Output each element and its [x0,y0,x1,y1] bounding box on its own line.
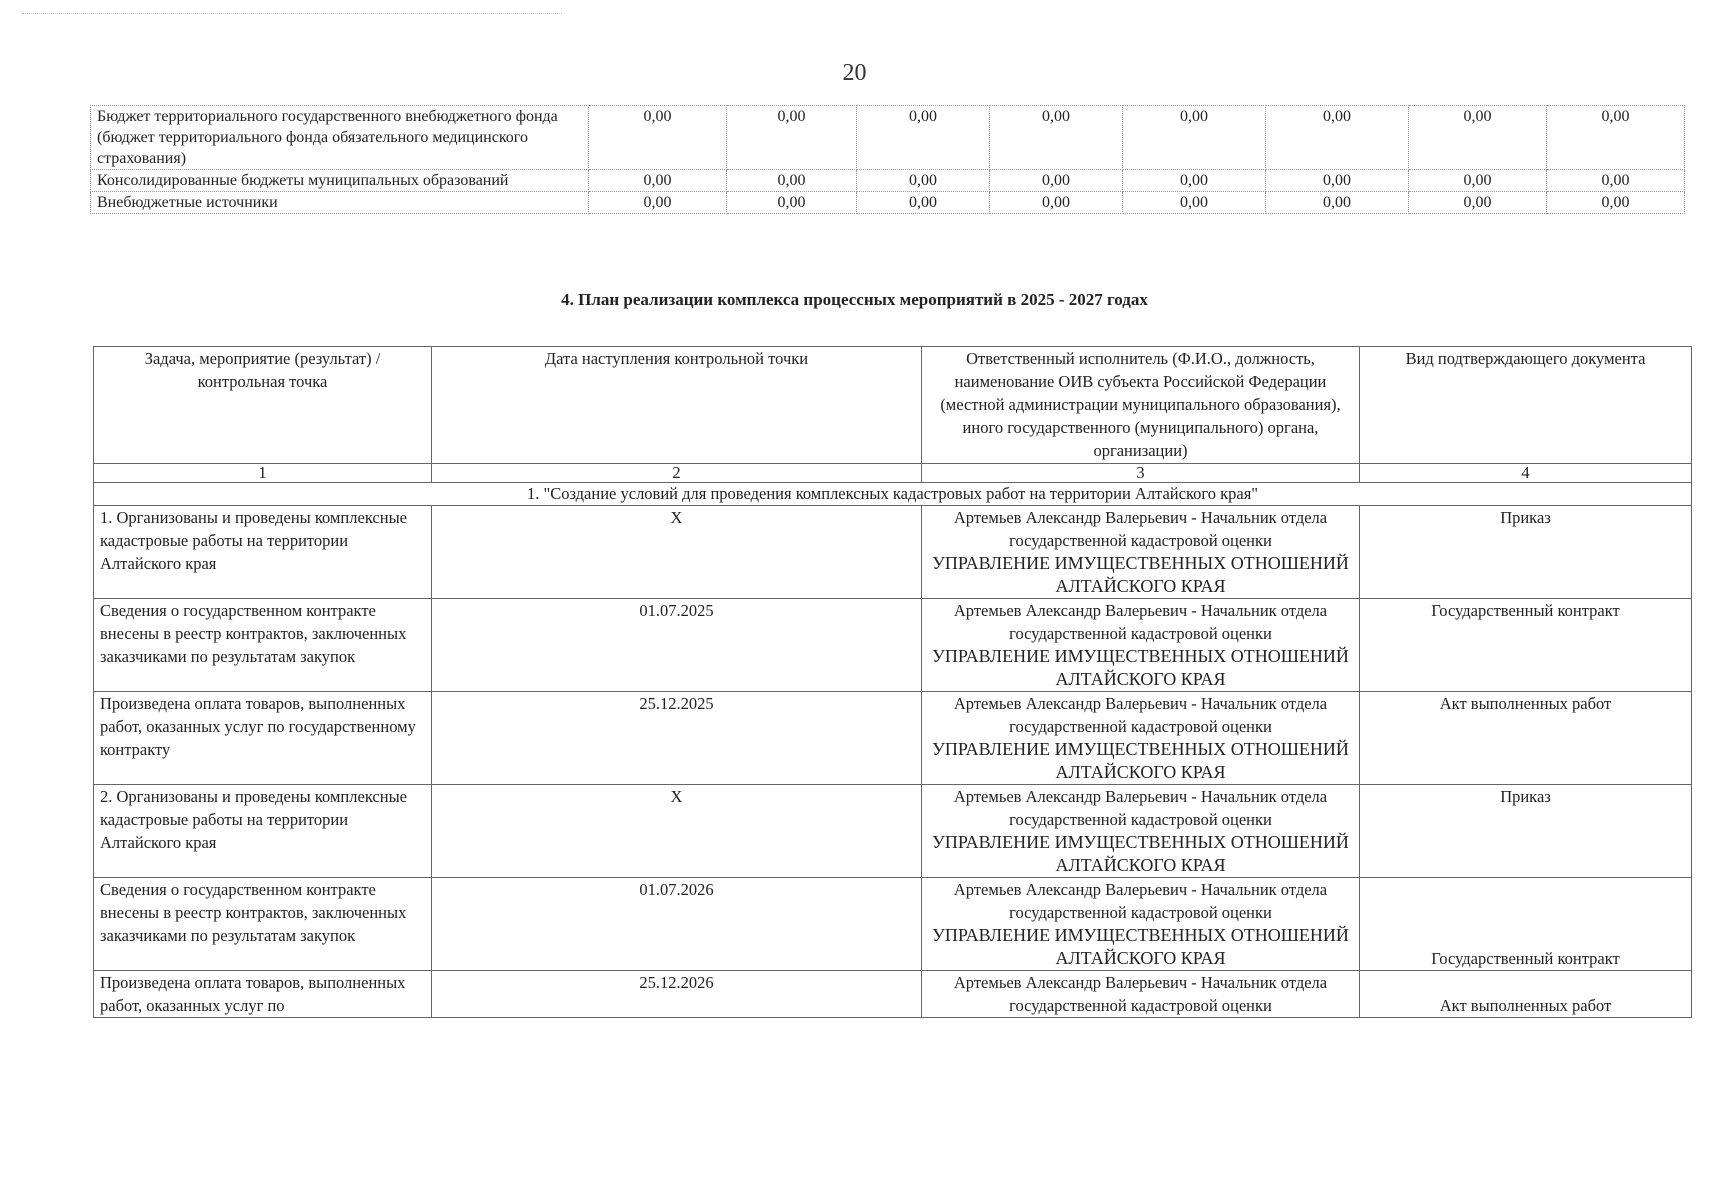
funding-value: 0,00 [1409,170,1547,192]
date-cell: 01.07.2026 [432,878,922,971]
funding-value: 0,00 [1123,170,1266,192]
funding-value: 0,00 [1409,106,1547,170]
funding-value: 0,00 [857,192,990,214]
funding-value: 0,00 [1409,192,1547,214]
plan-group-row [94,483,1692,506]
index-cell: 3 [922,464,1360,483]
task-cell: 2. Организованы и проведены комплексные кадастровые работы на территории Алтайского края [94,785,432,878]
executor-cell [922,506,1360,599]
executor-cell [922,971,1360,1018]
executor-name: Артемьев Александр Валерьевич - Начальник отдела государственной кадастровой оценки [953,601,1328,643]
plan-row [94,692,1692,785]
plan-index-row [94,464,1692,483]
funding-row-label: Консолидированные бюджеты муниципальных образований [91,170,589,192]
executor-name: Артемьев Александр Валерьевич - Начальник отдела государственной кадастровой оценки [953,880,1328,922]
executor-name: Артемьев Александр Валерьевич - Начальник отдела государственной кадастровой оценки [953,973,1328,1015]
funding-value: 0,00 [990,192,1123,214]
funding-value: 0,00 [990,106,1123,170]
document-cell: Акт выполненных работ [1360,971,1692,1018]
executor-cell [922,692,1360,785]
funding-row [91,192,1685,214]
executor-cell [922,599,1360,692]
date-cell: X [432,506,922,599]
funding-value: 0,00 [1547,192,1685,214]
task-cell: 1. Организованы и проведены комплексные кадастровые работы на территории Алтайского края [94,506,432,599]
header-executor: Ответственный исполнитель (Ф.И.О., должность, наименование ОИВ субъекта Российской Федерации (местной администрации муниципального образования), иного государственного (муниципального) органа, организации) [922,347,1360,464]
date-cell: 01.07.2025 [432,599,922,692]
document-cell: Акт выполненных работ [1360,692,1692,785]
task-cell: Произведена оплата товаров, выполненных работ, оказанных услуг по государственному контракту [94,692,432,785]
document-cell: Государственный контракт [1360,599,1692,692]
task-cell: Сведения о государственном контракте внесены в реестр контрактов, заключенных заказчиками по результатам закупок [94,878,432,971]
document-cell: Приказ [1360,785,1692,878]
index-cell: 2 [432,464,922,483]
header-document: Вид подтверждающего документа [1360,347,1692,464]
header-date: Дата наступления контрольной точки [432,347,922,464]
funding-value: 0,00 [589,106,727,170]
funding-value: 0,00 [857,106,990,170]
executor-cell [922,878,1360,971]
date-cell: X [432,785,922,878]
executor-department: УПРАВЛЕНИЕ ИМУЩЕСТВЕННЫХ ОТНОШЕНИЙ АЛТАЙСКОГО КРАЯ [932,925,1349,968]
index-cell: 1 [94,464,432,483]
funding-value: 0,00 [1266,106,1409,170]
page-number: 20 [842,60,867,86]
funding-value: 0,00 [1123,106,1266,170]
funding-value: 0,00 [727,170,857,192]
funding-row-label: Внебюджетные источники [91,192,589,214]
task-cell: Произведена оплата товаров, выполненных работ, оказанных услуг по [94,971,432,1018]
plan-row [94,785,1692,878]
document-cell: Приказ [1360,506,1692,599]
group-title: 1. "Создание условий для проведения комплексных кадастровых работ на территории Алтайского края" [94,483,1692,506]
plan-header-row [94,347,1692,464]
funding-row [91,106,1685,170]
executor-department: УПРАВЛЕНИЕ ИМУЩЕСТВЕННЫХ ОТНОШЕНИЙ АЛТАЙСКОГО КРАЯ [932,646,1349,689]
funding-value: 0,00 [1266,192,1409,214]
funding-value: 0,00 [1266,170,1409,192]
funding-value: 0,00 [589,192,727,214]
plan-row [94,599,1692,692]
date-cell: 25.12.2026 [432,971,922,1018]
funding-value: 0,00 [1547,170,1685,192]
funding-value: 0,00 [727,192,857,214]
funding-value: 0,00 [990,170,1123,192]
scan-top-rule [22,13,562,14]
plan-row [94,506,1692,599]
document-cell: Государственный контракт [1360,878,1692,971]
executor-department: УПРАВЛЕНИЕ ИМУЩЕСТВЕННЫХ ОТНОШЕНИЙ АЛТАЙСКОГО КРАЯ [932,553,1349,596]
task-cell: Сведения о государственном контракте внесены в реестр контрактов, заключенных заказчиками по результатам закупок [94,599,432,692]
funding-value: 0,00 [1123,192,1266,214]
plan-table [93,346,1692,1018]
funding-value: 0,00 [857,170,990,192]
funding-value: 0,00 [727,106,857,170]
executor-name: Артемьев Александр Валерьевич - Начальник отдела государственной кадастровой оценки [953,694,1328,736]
funding-sources-table [90,105,1685,214]
plan-row [94,878,1692,971]
funding-row [91,170,1685,192]
date-cell: 25.12.2025 [432,692,922,785]
funding-value: 0,00 [589,170,727,192]
funding-row-label: Бюджет территориального государственного внебюджетного фонда (бюджет территориального фонда обязательного медицинского страхования) [91,106,589,170]
funding-value: 0,00 [1547,106,1685,170]
executor-name: Артемьев Александр Валерьевич - Начальник отдела государственной кадастровой оценки [953,508,1328,550]
plan-row [94,971,1692,1018]
section-title: 4. План реализации комплекса процессных мероприятий в 2025 - 2027 годах [561,290,1148,309]
executor-department: УПРАВЛЕНИЕ ИМУЩЕСТВЕННЫХ ОТНОШЕНИЙ АЛТАЙСКОГО КРАЯ [932,832,1349,875]
executor-name: Артемьев Александр Валерьевич - Начальник отдела государственной кадастровой оценки [953,787,1328,829]
header-task: Задача, мероприятие (результат) / контрольная точка [94,347,432,464]
executor-department: УПРАВЛЕНИЕ ИМУЩЕСТВЕННЫХ ОТНОШЕНИЙ АЛТАЙСКОГО КРАЯ [932,739,1349,782]
executor-cell [922,785,1360,878]
index-cell: 4 [1360,464,1692,483]
